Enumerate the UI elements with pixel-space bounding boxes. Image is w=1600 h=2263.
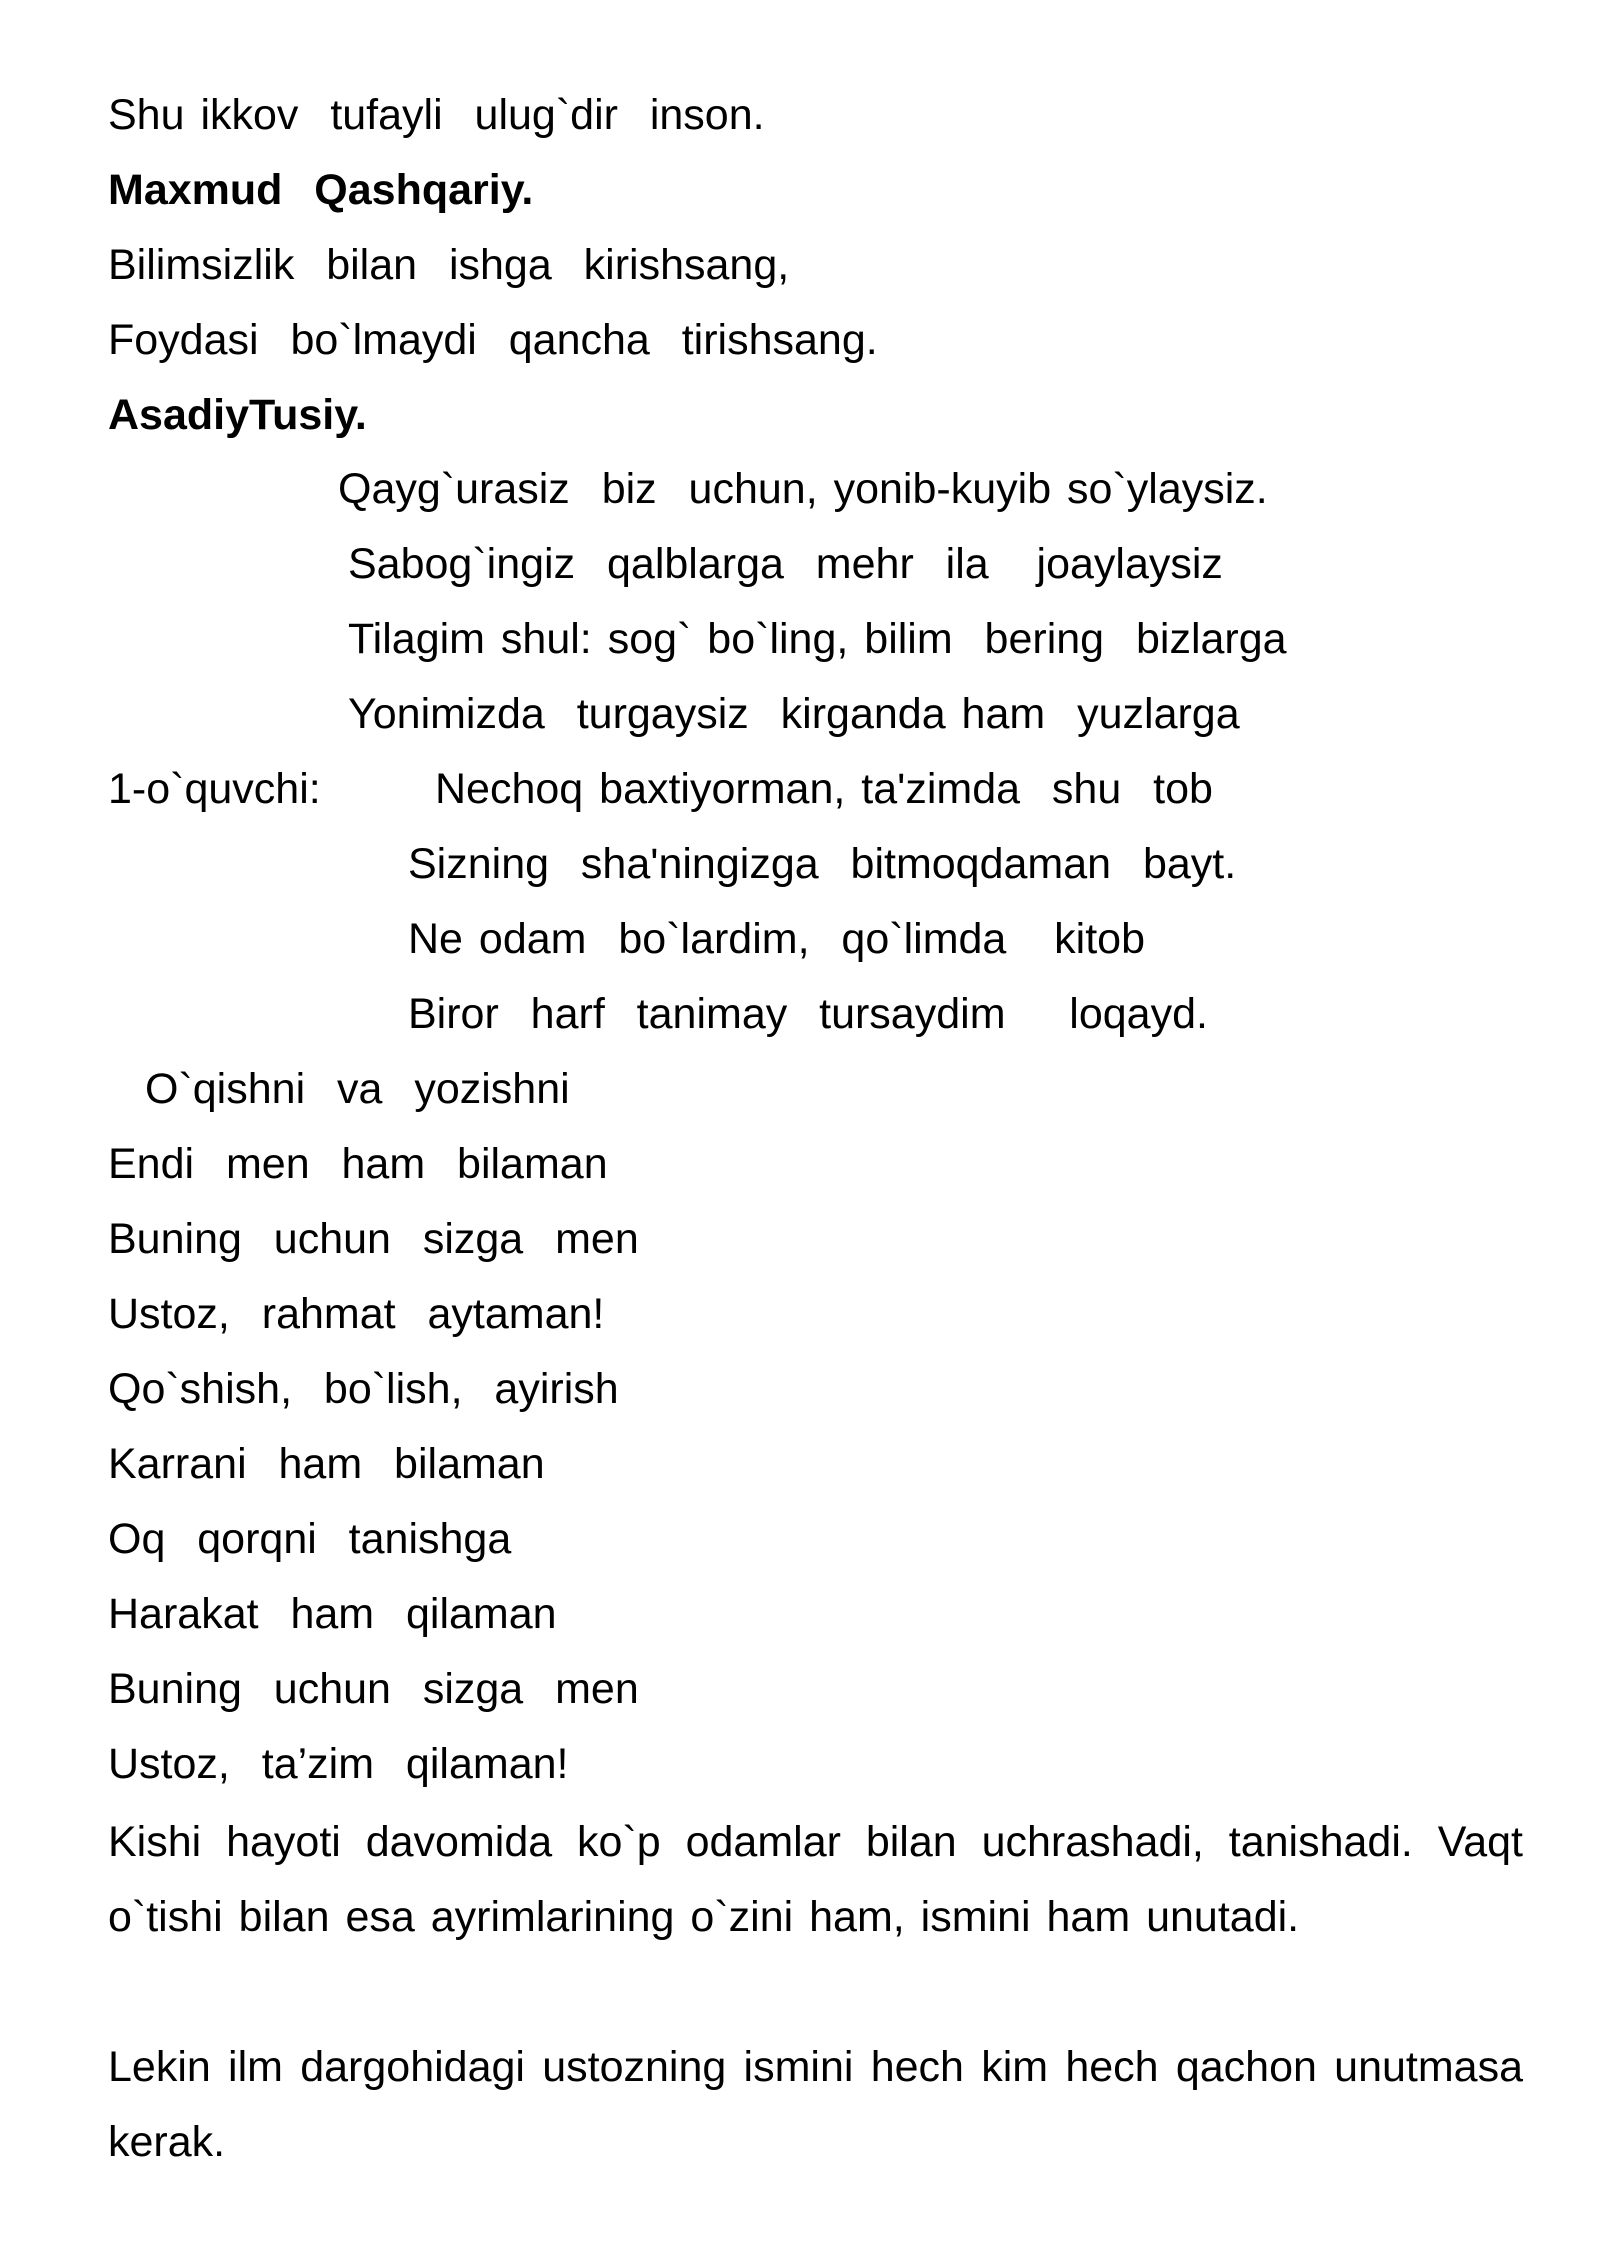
verse-line: Harakat ham qilaman	[108, 1590, 557, 1638]
verse-line: Sizning sha'ningizga bitmoqdaman bayt.	[408, 840, 1237, 888]
prose-paragraph: Lekin ilm dargohidagi ustozning ismini hech kim hech qachon unutmasa kerak.	[108, 2043, 1523, 2166]
verse-line: Karrani ham bilaman	[108, 1440, 545, 1488]
verse-line: Buning uchun sizga men	[108, 1215, 639, 1263]
verse-line: Biror harf tanimay tursaydim loqayd.	[408, 990, 1208, 1038]
verse-line: Bilimsizlik bilan ishga kirishsang,	[108, 241, 790, 289]
speaker-label: 1-o`quvchi:	[108, 765, 321, 813]
verse-line: Endi men ham bilaman	[108, 1140, 608, 1188]
verse-line: Nechoq baxtiyorman, ta'zimda shu tob	[435, 765, 1213, 813]
verse-line: Sabog`ingiz qalblarga mehr ila joaylaysiz	[348, 540, 1223, 588]
verse-line: Ustoz, rahmat aytaman!	[108, 1290, 605, 1338]
verse-line: Buning uchun sizga men	[108, 1665, 639, 1713]
author-name: AsadiyTusiy.	[108, 391, 367, 439]
verse-line: Shu ikkov tufayli ulug`dir inson.	[108, 91, 765, 139]
verse-line: Qo`shish, bo`lish, ayirish	[108, 1365, 619, 1413]
verse-line: Foydasi bo`lmaydi qancha tirishsang.	[108, 316, 878, 364]
verse-line: Oq qorqni tanishga	[108, 1515, 512, 1563]
verse-line: Ne odam bo`lardim, qo`limda kitob	[408, 915, 1146, 963]
verse-line: Tilagim shul: sog` bo`ling, bilim bering bizlarga	[348, 615, 1287, 663]
verse-line: O`qishni va yozishni	[145, 1065, 570, 1113]
prose-paragraph: Kishi hayoti davomida ko`p odamlar bilan uchrashadi, tanishadi. Vaqt o`tishi bilan esa ayrimlarining o`zini ham, ismini ham unutadi.	[108, 1818, 1523, 1941]
verse-line: Qayg`urasiz biz uchun, yonib-kuyib so`ylaysiz.	[338, 465, 1268, 513]
verse-line: Ustoz, ta’zim qilaman!	[108, 1740, 569, 1788]
verse-line: Yonimizda turgaysiz kirganda ham yuzlarga	[348, 690, 1240, 738]
author-name: Maxmud Qashqariy.	[108, 166, 534, 214]
